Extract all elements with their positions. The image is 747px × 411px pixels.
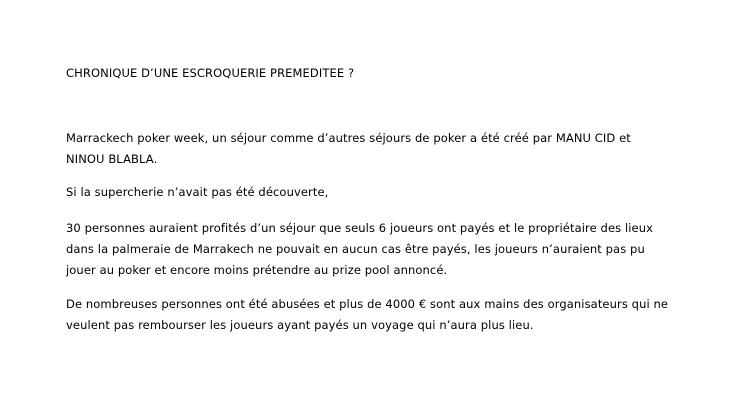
paragraph-line: Si la supercherie n’avait pas été découverte, — [66, 185, 329, 199]
paragraph-line: De nombreuses personnes ont été abusées et plus de 4000 € sont aux mains des organisateurs qui ne — [66, 297, 669, 311]
paragraph-2 — [66, 182, 328, 203]
document-title: CHRONIQUE D’UNE ESCROQUERIE PREMEDITEE ? — [66, 66, 355, 80]
paragraph-line: dans la palmeraie de Marrakech ne pouvait en aucun cas être payés, les joueurs n’auraient pas pu — [66, 242, 645, 256]
paragraph-line: jouer au poker et encore moins prétendre au prize pool annoncé. — [66, 263, 448, 277]
paragraph-line: veulent pas rembourser les joueurs ayant payés un voyage qui n’aura plus lieu. — [66, 318, 534, 332]
paragraph-4 — [66, 294, 668, 336]
paragraph-line: 30 personnes auraient profités d’un séjour que seuls 6 joueurs ont payés et le propriétaire des lieux — [66, 221, 654, 235]
paragraph-3 — [66, 218, 653, 281]
paragraph-1 — [66, 128, 631, 170]
paragraph-line: NINOU BLABLA. — [66, 152, 158, 166]
paragraph-line: Marrackech poker week, un séjour comme d’autres séjours de poker a été créé par MANU CID et — [66, 131, 631, 145]
